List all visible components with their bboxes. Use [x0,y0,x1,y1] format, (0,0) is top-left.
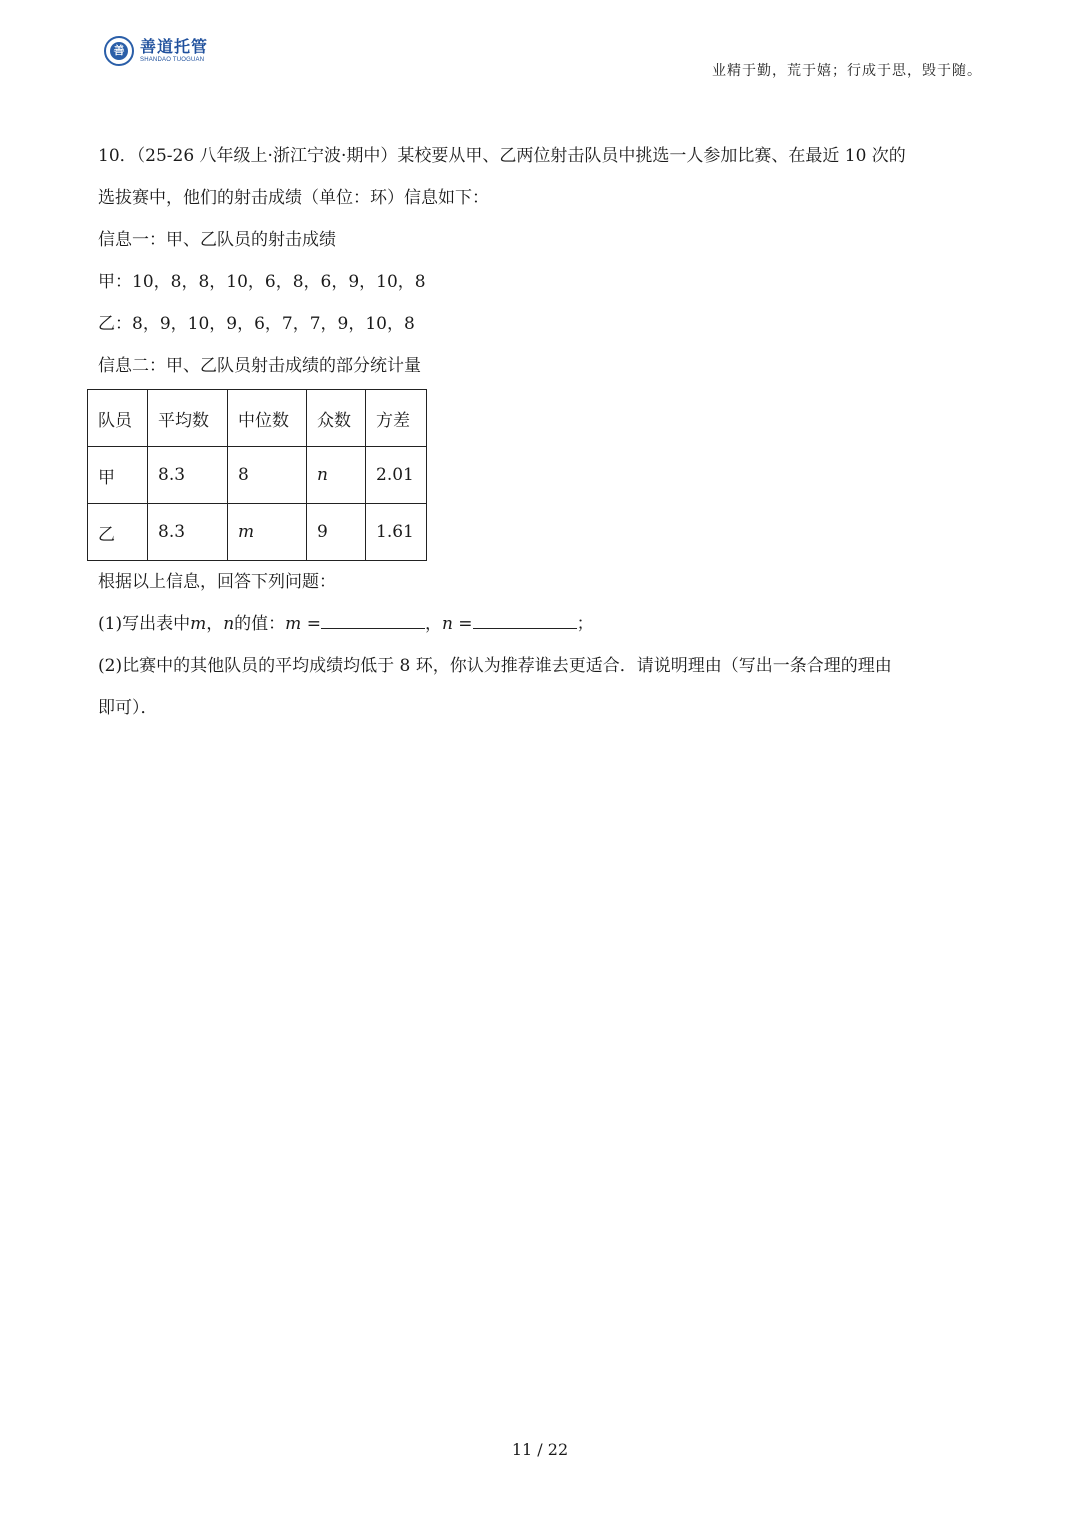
question-body [98,135,983,729]
sub-question-2-line-2: 即可）． [98,698,158,718]
brand-logo [104,36,208,66]
table-header-row [88,390,427,447]
question-stem-line-1: 10．（25-26 八年级上·浙江宁波·期中）某校要从甲、乙两位射击队员中挑选一人参加比赛、在最近 10 次的 [98,146,906,166]
q1-end: ； [576,614,594,634]
sub-question-1 [98,603,983,645]
answer-blank-n[interactable] [473,610,577,629]
var-m: m [285,614,302,634]
table-cell: 8.3 [148,504,228,561]
table-cell: m [228,504,307,561]
table-row [88,504,427,561]
q1-eq2: = [452,614,473,634]
table-cell: 8 [228,447,307,504]
logo-name-en: SHANDAO TUOGUAN [140,57,205,63]
table-header-cell: 方差 [366,390,427,447]
table-header-cell: 平均数 [148,390,228,447]
header-motto: 业精于勤，荒于嬉；行成于思，毁于随。 [712,63,982,79]
q1-eq: = [301,614,321,634]
info-1-title: 信息一：甲、乙队员的射击成绩 [98,230,336,250]
var-m: m [190,614,207,634]
sub-question-2-line-1: (2)比赛中的其他队员的平均成绩均低于 8 环，你认为推荐谁去更适合．请说明理由（写出一条合理的理由 [98,656,892,676]
q1-text: (1)写出表中 [98,614,191,634]
q1-mid: 的值： [234,614,286,634]
q1-comma: ， [424,614,442,634]
answer-prompt: 根据以上信息，回答下列问题： [98,572,336,592]
table-cell: 甲 [88,447,148,504]
table-header-cell: 中位数 [228,390,307,447]
var-n: n [223,614,235,634]
yi-scores: 乙：8，9，10，9，6，7，7，9，10，8 [98,314,415,334]
table-cell: 乙 [88,504,148,561]
table-header-cell: 队员 [88,390,148,447]
logo-name-cn: 善道托管 [140,37,209,56]
q1-sep: ， [206,614,224,634]
question-stem-line-2: 选拔赛中，他们的射击成绩（单位：环）信息如下： [98,188,489,208]
logo-text [140,38,208,64]
table-cell: n [307,447,366,504]
table-cell: 9 [307,504,366,561]
seal-icon: 善 [104,36,134,66]
table-cell: 1.61 [366,504,427,561]
answer-blank-m[interactable] [321,610,425,629]
statistics-table [87,389,427,561]
table-row [88,447,427,504]
jia-scores: 甲：10，8，8，10，6，8，6，9，10，8 [98,272,426,292]
table-cell: 2.01 [366,447,427,504]
table-cell: 8.3 [148,447,228,504]
table-header-cell: 众数 [307,390,366,447]
info-2-title: 信息二：甲、乙队员射击成绩的部分统计量 [98,356,421,376]
var-n: n [441,614,453,634]
page-number: 11 / 22 [511,1440,569,1459]
